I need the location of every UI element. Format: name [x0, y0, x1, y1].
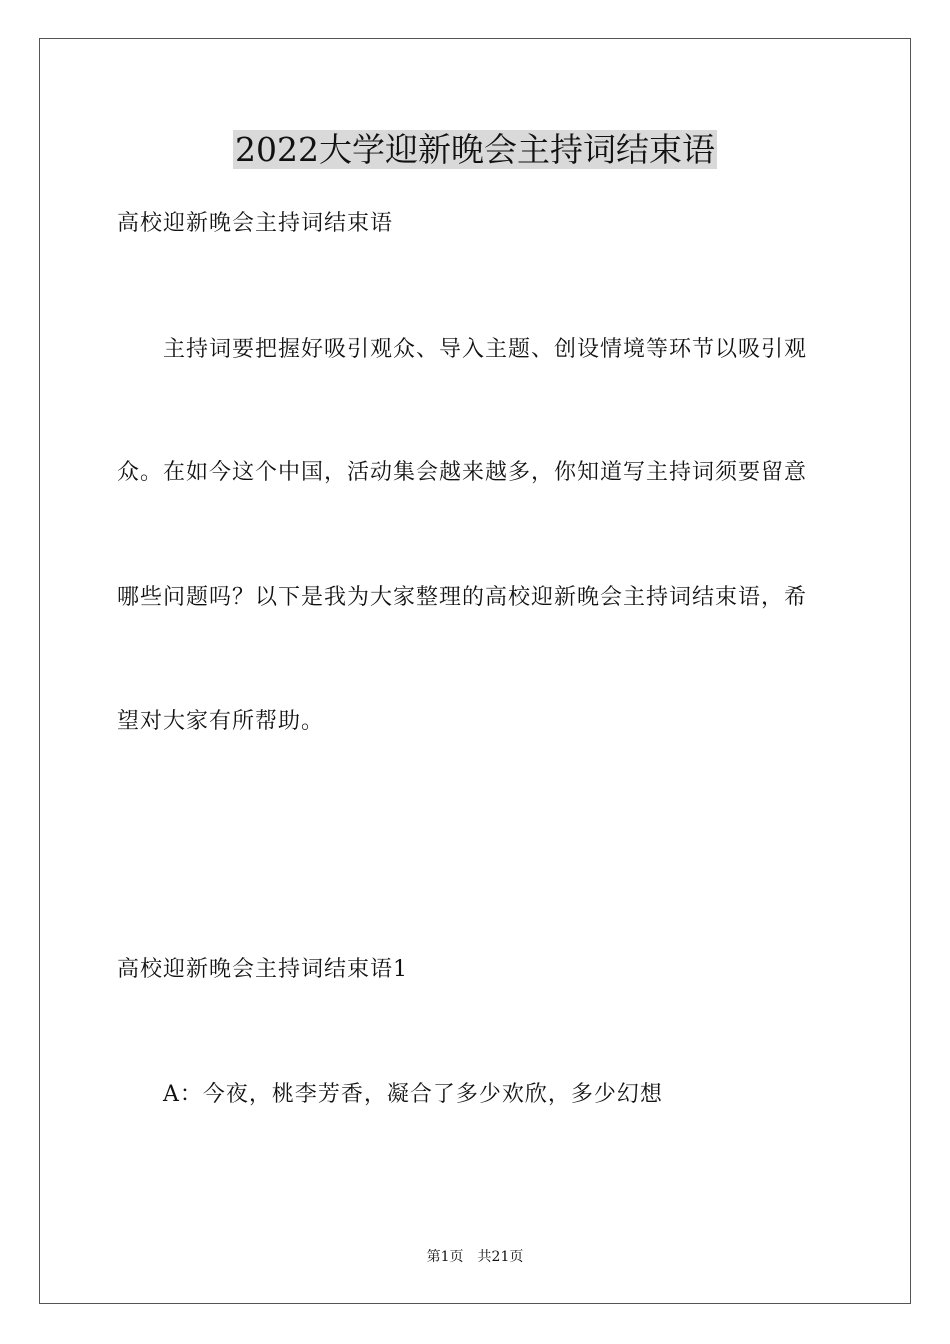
subtitle: 高校迎新晚会主持词结束语 [117, 211, 394, 236]
page-number: 第1页 [426, 1249, 464, 1265]
intro-line-4: 望对大家有所帮助。 [117, 709, 325, 734]
total-pages: 共21页 [477, 1249, 524, 1265]
section-line: A：今夜，桃李芳香，凝合了多少欢欣，多少幻想 [163, 1082, 663, 1107]
intro-line-3: 哪些问题吗？以下是我为大家整理的高校迎新晚会主持词结束语，希 [117, 585, 808, 610]
intro-line-2: 众。在如今这个中国，活动集会越来越多，你知道写主持词须要留意 [117, 460, 808, 485]
section-heading: 高校迎新晚会主持词结束语1 [117, 957, 408, 982]
document-title-text: 2022大学迎新晚会主持词结束语 [235, 130, 715, 169]
intro-line-1: 主持词要把握好吸引观众、导入主题、创设情境等环节以吸引观 [163, 337, 808, 362]
page-footer [0, 1247, 950, 1267]
document-title [0, 126, 950, 174]
